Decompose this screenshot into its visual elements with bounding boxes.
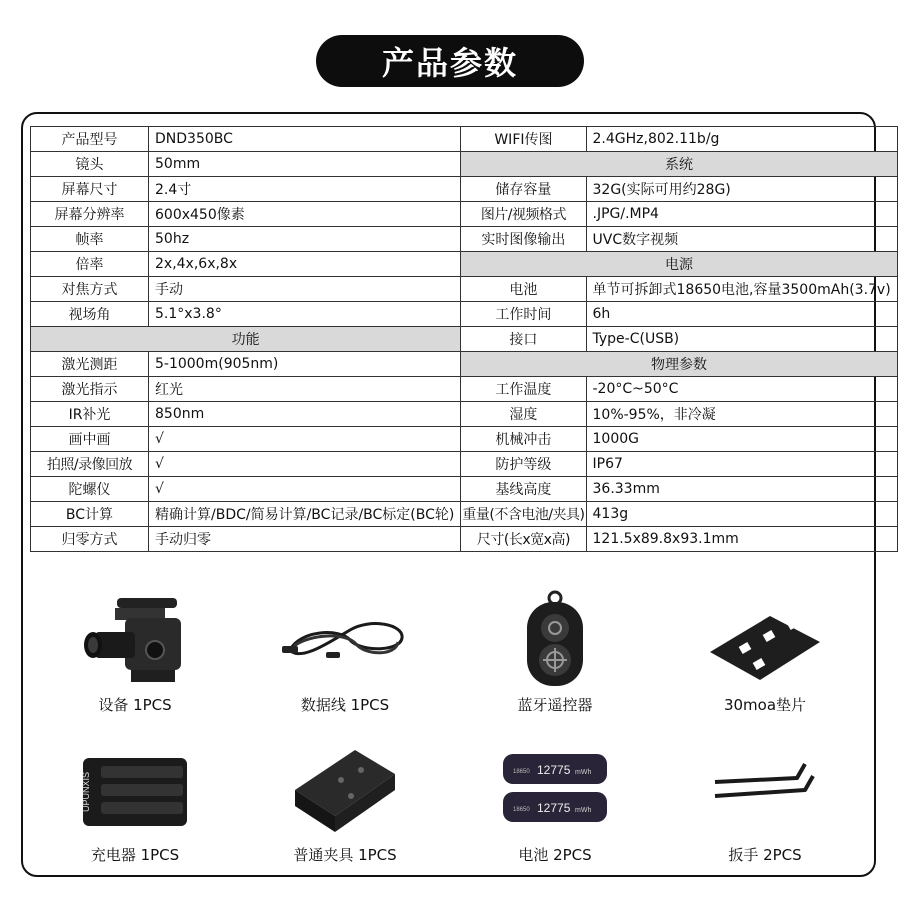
spec-label: 镜头 bbox=[31, 152, 149, 177]
spec-value: 2.4GHz,802.11b/g bbox=[586, 127, 897, 152]
spec-label: 储存容量 bbox=[461, 177, 586, 202]
spec-row bbox=[31, 202, 898, 227]
spec-value: 1000G bbox=[586, 427, 897, 452]
spec-label: 尺寸(长x宽x高) bbox=[461, 527, 586, 552]
spec-label: 工作时间 bbox=[461, 302, 586, 327]
spec-row bbox=[31, 502, 898, 527]
battery-unit: mWh bbox=[575, 769, 592, 776]
spec-value: 32G(实际可用约28G) bbox=[586, 177, 897, 202]
spec-value: 5-1000m(905nm) bbox=[149, 352, 461, 377]
page-title: 产品参数 bbox=[316, 35, 584, 87]
spec-value: 50mm bbox=[149, 152, 461, 177]
spec-label: 防护等级 bbox=[461, 452, 586, 477]
night-vision-scope-icon bbox=[30, 590, 240, 690]
spec-value: 6h bbox=[586, 302, 897, 327]
spec-row bbox=[31, 277, 898, 302]
spec-label: 接口 bbox=[461, 327, 586, 352]
spec-label: 归零方式 bbox=[31, 527, 149, 552]
spec-label: 对焦方式 bbox=[31, 277, 149, 302]
accessory-item bbox=[240, 590, 450, 715]
spec-value: 36.33mm bbox=[586, 477, 897, 502]
spec-row bbox=[31, 177, 898, 202]
spec-label: 图片/视频格式 bbox=[461, 202, 586, 227]
spec-value: DND350BC bbox=[149, 127, 461, 152]
shim-plate-icon bbox=[660, 590, 870, 690]
spec-value: Type-C(USB) bbox=[586, 327, 897, 352]
spec-row bbox=[31, 377, 898, 402]
battery-charger-icon bbox=[30, 740, 240, 840]
spec-label: 产品型号 bbox=[31, 127, 149, 152]
spec-row bbox=[31, 477, 898, 502]
spec-label: 屏幕尺寸 bbox=[31, 177, 149, 202]
spec-label: 拍照/录像回放 bbox=[31, 452, 149, 477]
spec-value: UVC数字视频 bbox=[586, 227, 897, 252]
spec-value: 10%-95%，非冷凝 bbox=[586, 402, 897, 427]
spec-value: -20°C~50°C bbox=[586, 377, 897, 402]
battery-capacity: 12775 bbox=[537, 763, 571, 777]
spec-label: 机械冲击 bbox=[461, 427, 586, 452]
spec-row bbox=[31, 227, 898, 252]
accessory-label: 30moa垫片 bbox=[723, 696, 807, 714]
accessory-label: 普通夹具 1PCS bbox=[293, 846, 397, 864]
spec-row bbox=[31, 127, 898, 152]
accessory-label: 扳手 2PCS bbox=[728, 846, 802, 864]
spec-row bbox=[31, 452, 898, 477]
accessory-label: 充电器 1PCS bbox=[90, 846, 180, 864]
spec-value: IP67 bbox=[586, 452, 897, 477]
spec-value: .JPG/.MP4 bbox=[586, 202, 897, 227]
spec-value: 50hz bbox=[149, 227, 461, 252]
spec-row bbox=[31, 252, 898, 277]
spec-row bbox=[31, 427, 898, 452]
spec-value: 850nm bbox=[149, 402, 461, 427]
spec-value: 精确计算/BDC/简易计算/BC记录/BC标定(BC轮) bbox=[149, 502, 461, 527]
accessory-item bbox=[450, 740, 660, 865]
accessory-item bbox=[30, 740, 240, 865]
spec-label: 工作温度 bbox=[461, 377, 586, 402]
spec-value: 5.1°x3.8° bbox=[149, 302, 461, 327]
spec-label: 激光指示 bbox=[31, 377, 149, 402]
spec-value: √ bbox=[149, 427, 461, 452]
spec-label: 湿度 bbox=[461, 402, 586, 427]
accessory-item bbox=[450, 590, 660, 715]
accessory-item bbox=[30, 590, 240, 715]
spec-value: 手动 bbox=[149, 277, 461, 302]
spec-label: 帧率 bbox=[31, 227, 149, 252]
spec-label: 视场角 bbox=[31, 302, 149, 327]
spec-row bbox=[31, 352, 898, 377]
spec-value: √ bbox=[149, 477, 461, 502]
battery-capacity: 12775 bbox=[537, 801, 571, 815]
spec-label: 实时图像输出 bbox=[461, 227, 586, 252]
spec-value: 单节可拆卸式18650电池,容量3500mAh(3.7v) bbox=[586, 277, 897, 302]
accessory-label: 数据线 1PCS bbox=[300, 696, 390, 714]
battery-18650-icon bbox=[450, 740, 660, 840]
spec-label: 激光测距 bbox=[31, 352, 149, 377]
bluetooth-remote-icon bbox=[450, 590, 660, 690]
spec-label: 重量(不含电池/夹具) bbox=[461, 502, 586, 527]
usb-cable-icon bbox=[240, 590, 450, 690]
spec-value: 413g bbox=[586, 502, 897, 527]
spec-value: 2.4寸 bbox=[149, 177, 461, 202]
hex-wrench-icon bbox=[660, 740, 870, 840]
battery-unit: mWh bbox=[575, 807, 592, 814]
accessory-item bbox=[240, 740, 450, 865]
spec-label: 画中画 bbox=[31, 427, 149, 452]
spec-label: 电池 bbox=[461, 277, 586, 302]
spec-row bbox=[31, 527, 898, 552]
spec-table bbox=[30, 126, 898, 552]
section-header: 物理参数 bbox=[461, 352, 897, 377]
accessory-label: 蓝牙遥控器 bbox=[517, 696, 593, 714]
spec-value: 2x,4x,6x,8x bbox=[149, 252, 461, 277]
spec-value: 红光 bbox=[149, 377, 461, 402]
spec-row bbox=[31, 402, 898, 427]
spec-label: 倍率 bbox=[31, 252, 149, 277]
spec-value: 121.5x89.8x93.1mm bbox=[586, 527, 897, 552]
spec-label: 屏幕分辨率 bbox=[31, 202, 149, 227]
accessory-label: 电池 2PCS bbox=[518, 846, 592, 864]
accessory-item bbox=[660, 590, 870, 715]
section-header: 电源 bbox=[461, 252, 897, 277]
spec-label: IR补光 bbox=[31, 402, 149, 427]
mount-clamp-icon bbox=[240, 740, 450, 840]
accessory-item bbox=[660, 740, 870, 865]
spec-label: 基线高度 bbox=[461, 477, 586, 502]
spec-label: 陀螺仪 bbox=[31, 477, 149, 502]
battery-model: 18650 bbox=[513, 807, 530, 813]
charger-brand: UPUNXIS bbox=[81, 771, 91, 812]
spec-value: 手动归零 bbox=[149, 527, 461, 552]
battery-model: 18650 bbox=[513, 769, 530, 775]
spec-row bbox=[31, 302, 898, 327]
spec-row bbox=[31, 152, 898, 177]
section-header: 功能 bbox=[31, 327, 461, 352]
section-header: 系统 bbox=[461, 152, 897, 177]
spec-label: WIFI传图 bbox=[461, 127, 586, 152]
accessory-label: 设备 1PCS bbox=[98, 696, 172, 714]
spec-value: √ bbox=[149, 452, 461, 477]
spec-label: BC计算 bbox=[31, 502, 149, 527]
spec-row bbox=[31, 327, 898, 352]
spec-value: 600x450像素 bbox=[149, 202, 461, 227]
